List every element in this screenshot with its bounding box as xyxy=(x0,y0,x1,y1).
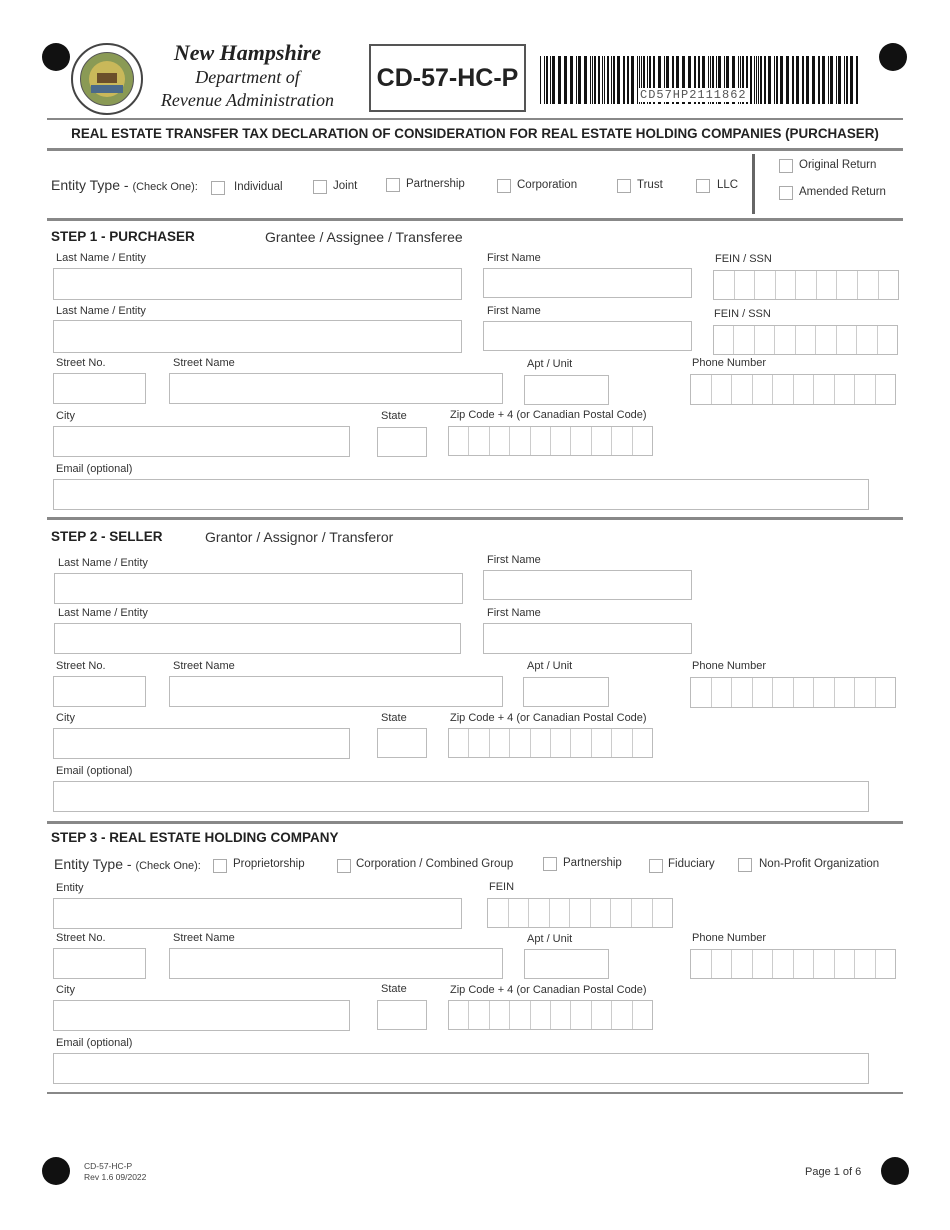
digit-cell[interactable] xyxy=(611,899,632,927)
digit-cell[interactable] xyxy=(571,427,591,455)
label-zip: Zip Code + 4 (or Canadian Postal Code) xyxy=(450,409,647,421)
seller-apt-field[interactable] xyxy=(523,677,609,707)
barcode-bar xyxy=(594,56,596,104)
digit-cell[interactable] xyxy=(712,950,733,978)
digit-cell[interactable] xyxy=(449,729,469,757)
digit-cell[interactable] xyxy=(835,678,856,707)
label-street-no: Street No. xyxy=(56,932,106,944)
seller-city-field[interactable] xyxy=(53,728,350,759)
barcode-bar xyxy=(806,56,809,104)
seller-email-field[interactable] xyxy=(53,781,869,812)
agency-division: Revenue Administration xyxy=(160,90,335,110)
checkbox-corporation[interactable] xyxy=(497,179,511,193)
divider xyxy=(47,1092,903,1094)
digit-cell[interactable] xyxy=(712,375,733,404)
barcode-bar xyxy=(540,56,541,104)
digit-cell[interactable] xyxy=(753,678,774,707)
digit-cell[interactable] xyxy=(551,1001,571,1029)
barcode-bar xyxy=(812,56,815,104)
digit-cell[interactable] xyxy=(632,899,653,927)
registration-dot xyxy=(42,1157,70,1185)
option-llc: LLC xyxy=(717,179,739,191)
checkbox-amended-return[interactable] xyxy=(779,186,793,200)
label-email: Email (optional) xyxy=(56,1037,133,1049)
digit-cell[interactable] xyxy=(570,899,591,927)
label-city: City xyxy=(56,984,75,996)
label-city: City xyxy=(56,712,75,724)
company-apt-field[interactable] xyxy=(524,949,609,979)
label-first-name: First Name xyxy=(487,305,541,317)
digit-cell[interactable] xyxy=(814,678,835,707)
seller1-last-name-field[interactable] xyxy=(54,573,463,604)
digit-cell[interactable] xyxy=(732,375,753,404)
option-non-profit: Non-Profit Organization xyxy=(759,858,880,870)
digit-cell[interactable] xyxy=(469,729,489,757)
seller1-first-name-field[interactable] xyxy=(483,570,692,600)
step2-subheading: Grantor / Assignor / Transferor xyxy=(205,529,394,545)
seller-street-no-field[interactable] xyxy=(53,676,146,707)
barcode-bar xyxy=(796,56,799,104)
step2-heading: STEP 2 - SELLER xyxy=(51,529,163,544)
digit-cell[interactable] xyxy=(835,375,856,404)
company-zip-field[interactable] xyxy=(448,1000,653,1030)
digit-cell[interactable] xyxy=(592,729,612,757)
checkbox-corporation-combined-group[interactable] xyxy=(337,859,351,873)
digit-cell[interactable] xyxy=(509,899,530,927)
digit-cell[interactable] xyxy=(510,729,530,757)
barcode-bar xyxy=(590,56,591,104)
checkbox-joint[interactable] xyxy=(313,180,327,194)
footer-revision: Rev 1.6 09/2022 xyxy=(84,1172,147,1182)
digit-cell[interactable] xyxy=(753,950,774,978)
barcode-bar xyxy=(838,56,841,104)
label-street-no: Street No. xyxy=(56,660,106,672)
checkbox-original-return[interactable] xyxy=(779,159,793,173)
digit-cell[interactable] xyxy=(551,729,571,757)
purchaser-city-field[interactable] xyxy=(53,426,350,457)
digit-cell[interactable] xyxy=(775,326,795,354)
label-first-name: First Name xyxy=(487,554,541,566)
entity-type-label: Entity Type - (Check One): xyxy=(51,177,198,193)
company-fein-field[interactable] xyxy=(487,898,673,928)
label-first-name: First Name xyxy=(487,607,541,619)
digit-cell[interactable] xyxy=(835,950,856,978)
barcode-bar xyxy=(623,56,625,104)
barcode-bar xyxy=(631,56,634,104)
label-phone: Phone Number xyxy=(692,932,766,944)
barcode-bar xyxy=(760,56,762,104)
barcode-bar xyxy=(780,56,783,104)
checkbox-proprietorship[interactable] xyxy=(213,859,227,873)
option-proprietorship: Proprietorship xyxy=(233,858,305,870)
digit-cell[interactable] xyxy=(857,326,877,354)
purchaser1-last-name-field[interactable] xyxy=(53,268,462,300)
barcode-bar xyxy=(818,56,820,104)
checkbox-llc[interactable] xyxy=(696,179,710,193)
option-corporation: Corporation xyxy=(517,179,578,191)
digit-cell[interactable] xyxy=(490,729,510,757)
barcode-bar xyxy=(792,56,794,104)
label-zip: Zip Code + 4 (or Canadian Postal Code) xyxy=(450,984,647,996)
footer-form-id xyxy=(84,1161,146,1183)
seller2-last-name-field[interactable] xyxy=(54,623,461,654)
barcode-number: CD57HP2111862 xyxy=(640,88,747,102)
company-email-field[interactable] xyxy=(53,1053,869,1084)
agency-name: New Hampshire xyxy=(173,40,322,65)
digit-cell[interactable] xyxy=(691,375,712,404)
purchaser-street-no-field[interactable] xyxy=(53,373,146,404)
purchaser-email-field[interactable] xyxy=(53,479,869,510)
checkbox-trust[interactable] xyxy=(617,179,631,193)
barcode-bar xyxy=(830,56,833,104)
form-id: CD-57-HC-P xyxy=(369,44,526,112)
digit-cell[interactable] xyxy=(469,427,489,455)
company-city-field[interactable] xyxy=(53,1000,350,1031)
digit-cell[interactable] xyxy=(714,326,734,354)
option-trust: Trust xyxy=(637,179,663,191)
option-partnership: Partnership xyxy=(406,178,465,190)
label-state: State xyxy=(381,410,407,422)
digit-cell[interactable] xyxy=(469,1001,489,1029)
barcode-bar xyxy=(828,56,829,104)
barcode-bar xyxy=(856,56,858,104)
seller-phone-field[interactable] xyxy=(690,677,896,708)
digit-cell[interactable] xyxy=(712,678,733,707)
digit-cell[interactable] xyxy=(855,375,876,404)
digit-cell[interactable] xyxy=(612,427,632,455)
digit-cell[interactable] xyxy=(449,1001,469,1029)
company-street-name-field[interactable] xyxy=(169,948,503,979)
step1-subheading: Grantee / Assignee / Transferee xyxy=(265,229,463,245)
checkbox-partnership[interactable] xyxy=(386,178,400,192)
digit-cell[interactable] xyxy=(449,427,469,455)
digit-cell[interactable] xyxy=(879,271,899,299)
label-city: City xyxy=(56,410,75,422)
divider xyxy=(752,154,755,214)
option-amended-return: Amended Return xyxy=(799,186,886,198)
digit-cell[interactable] xyxy=(732,950,753,978)
barcode-bar xyxy=(617,56,620,104)
digit-cell[interactable] xyxy=(858,271,879,299)
digit-cell[interactable] xyxy=(753,375,774,404)
digit-cell[interactable] xyxy=(551,427,571,455)
option-partnership: Partnership xyxy=(563,857,622,869)
checkbox-individual[interactable] xyxy=(211,181,225,195)
step1-heading: STEP 1 - PURCHASER xyxy=(51,229,195,244)
purchaser2-fein-ssn-field[interactable] xyxy=(713,325,898,355)
barcode-bar xyxy=(774,56,775,104)
digit-cell[interactable] xyxy=(876,950,896,978)
digit-cell[interactable] xyxy=(531,729,551,757)
purchaser1-first-name-field[interactable] xyxy=(483,268,692,298)
label-phone: Phone Number xyxy=(692,357,766,369)
company-state-field[interactable] xyxy=(377,1000,427,1030)
label-last-name: Last Name / Entity xyxy=(58,557,148,569)
form-title: REAL ESTATE TRANSFER TAX DECLARATION OF CONSIDERATION FOR REAL ESTATE HOLDING COMPANIES (PURCHASER) xyxy=(71,126,879,141)
digit-cell[interactable] xyxy=(612,1001,632,1029)
digit-cell[interactable] xyxy=(735,271,756,299)
option-joint: Joint xyxy=(333,180,358,192)
digit-cell[interactable] xyxy=(571,1001,591,1029)
barcode-bar xyxy=(611,56,612,104)
label-state: State xyxy=(381,983,407,995)
page-number: Page 1 of 6 xyxy=(805,1166,862,1178)
digit-cell[interactable] xyxy=(591,899,612,927)
digit-cell[interactable] xyxy=(633,1001,652,1029)
label-fein-ssn: FEIN / SSN xyxy=(714,308,771,320)
label-street-name: Street Name xyxy=(173,357,235,369)
barcode-bar xyxy=(602,56,603,104)
barcode-bar xyxy=(613,56,615,104)
registration-dot xyxy=(42,43,70,71)
digit-cell[interactable] xyxy=(488,899,509,927)
barcode-bar xyxy=(604,56,605,104)
digit-cell[interactable] xyxy=(855,950,876,978)
digit-cell[interactable] xyxy=(592,427,612,455)
barcode-bar xyxy=(786,56,789,104)
barcode-bar xyxy=(627,56,629,104)
digit-cell[interactable] xyxy=(796,326,816,354)
digit-cell[interactable] xyxy=(633,427,652,455)
digit-cell[interactable] xyxy=(755,326,775,354)
label-zip: Zip Code + 4 (or Canadian Postal Code) xyxy=(450,712,647,724)
digit-cell[interactable] xyxy=(773,950,794,978)
barcode-bar xyxy=(754,56,755,104)
divider xyxy=(47,148,903,151)
seller-street-name-field[interactable] xyxy=(169,676,503,707)
digit-cell[interactable] xyxy=(876,375,896,404)
registration-dot xyxy=(881,1157,909,1185)
digit-cell[interactable] xyxy=(510,427,530,455)
barcode-bar xyxy=(756,56,757,104)
digit-cell[interactable] xyxy=(773,375,794,404)
digit-cell[interactable] xyxy=(855,678,876,707)
seller-state-field[interactable] xyxy=(377,728,427,758)
barcode-bar xyxy=(550,56,551,104)
barcode-bar xyxy=(764,56,766,104)
digit-cell[interactable] xyxy=(691,950,712,978)
digit-cell[interactable] xyxy=(592,1001,612,1029)
digit-cell[interactable] xyxy=(612,729,632,757)
barcode-bar xyxy=(758,56,759,104)
barcode-bar xyxy=(844,56,845,104)
digit-cell[interactable] xyxy=(817,271,838,299)
digit-cell[interactable] xyxy=(794,375,815,404)
divider xyxy=(47,821,903,824)
label-fein: FEIN xyxy=(489,881,515,893)
barcode-bar xyxy=(564,56,567,104)
agency-dept: Department of xyxy=(195,67,300,87)
barcode-bar xyxy=(607,56,609,104)
checkbox-fiduciary[interactable] xyxy=(649,859,663,873)
barcode-bar xyxy=(570,56,573,104)
barcode-bar xyxy=(776,56,778,104)
purchaser-phone-field[interactable] xyxy=(690,374,896,405)
checkbox-partnership[interactable] xyxy=(543,857,557,871)
digit-cell[interactable] xyxy=(490,1001,510,1029)
option-corporation-combined-group: Corporation / Combined Group xyxy=(356,858,514,870)
digit-cell[interactable] xyxy=(776,271,797,299)
company-entity-field[interactable] xyxy=(53,898,462,929)
option-fiduciary: Fiduciary xyxy=(668,858,715,870)
digit-cell[interactable] xyxy=(653,899,673,927)
company-street-no-field[interactable] xyxy=(53,948,146,979)
barcode-bar xyxy=(822,56,825,104)
label-apt-unit: Apt / Unit xyxy=(527,358,573,370)
label-last-name: Last Name / Entity xyxy=(56,252,146,264)
entity-type-label: Entity Type - (Check One): xyxy=(54,856,201,872)
digit-cell[interactable] xyxy=(816,326,836,354)
barcode-bar xyxy=(850,56,853,104)
digit-cell[interactable] xyxy=(510,1001,530,1029)
state-seal-icon xyxy=(71,43,143,115)
step3-heading: STEP 3 - REAL ESTATE HOLDING COMPANY xyxy=(51,830,339,845)
label-first-name: First Name xyxy=(487,252,541,264)
seller-zip-field[interactable] xyxy=(448,728,653,758)
barcode-bar xyxy=(836,56,837,104)
purchaser-apt-field[interactable] xyxy=(524,375,609,405)
label-email: Email (optional) xyxy=(56,463,133,475)
seller2-first-name-field[interactable] xyxy=(483,623,692,654)
label-last-name: Last Name / Entity xyxy=(58,607,148,619)
purchaser-zip-field[interactable] xyxy=(448,426,653,456)
digit-cell[interactable] xyxy=(531,427,551,455)
barcode-bar xyxy=(552,56,555,104)
digit-cell[interactable] xyxy=(691,678,712,707)
purchaser-street-name-field[interactable] xyxy=(169,373,503,404)
label-street-name: Street Name xyxy=(173,932,235,944)
digit-cell[interactable] xyxy=(837,326,857,354)
barcode-bar xyxy=(576,56,577,104)
barcode-bar xyxy=(558,56,561,104)
label-apt-unit: Apt / Unit xyxy=(527,660,573,672)
digit-cell[interactable] xyxy=(878,326,897,354)
checkbox-non-profit[interactable] xyxy=(738,858,752,872)
digit-cell[interactable] xyxy=(531,1001,551,1029)
purchaser-state-field[interactable] xyxy=(377,427,427,457)
digit-cell[interactable] xyxy=(714,271,735,299)
divider xyxy=(47,517,903,520)
digit-cell[interactable] xyxy=(734,326,754,354)
digit-cell[interactable] xyxy=(814,375,835,404)
divider xyxy=(47,218,903,221)
label-email: Email (optional) xyxy=(56,765,133,777)
barcode-bar xyxy=(768,56,771,104)
digit-cell[interactable] xyxy=(796,271,817,299)
barcode-bar xyxy=(846,56,848,104)
label-street-no: Street No. xyxy=(56,357,106,369)
label-state: State xyxy=(381,712,407,724)
barcode-bar xyxy=(546,56,548,104)
digit-cell[interactable] xyxy=(755,271,776,299)
digit-cell[interactable] xyxy=(732,678,753,707)
digit-cell[interactable] xyxy=(550,899,571,927)
company-phone-field[interactable] xyxy=(690,949,896,979)
divider xyxy=(47,118,903,120)
purchaser1-fein-ssn-field[interactable] xyxy=(713,270,899,300)
label-apt-unit: Apt / Unit xyxy=(527,933,573,945)
purchaser2-first-name-field[interactable] xyxy=(483,321,692,351)
digit-cell[interactable] xyxy=(529,899,550,927)
barcode-bar xyxy=(578,56,581,104)
registration-dot xyxy=(879,43,907,71)
digit-cell[interactable] xyxy=(814,950,835,978)
digit-cell[interactable] xyxy=(794,678,815,707)
barcode-bar xyxy=(598,56,600,104)
barcode-bar xyxy=(544,56,545,104)
purchaser2-last-name-field[interactable] xyxy=(53,320,462,353)
label-last-name: Last Name / Entity xyxy=(56,305,146,317)
label-phone: Phone Number xyxy=(692,660,766,672)
digit-cell[interactable] xyxy=(794,950,815,978)
barcode-bar xyxy=(802,56,804,104)
option-original-return: Original Return xyxy=(799,159,877,171)
label-fein-ssn: FEIN / SSN xyxy=(715,253,772,265)
option-individual: Individual xyxy=(234,181,283,193)
digit-cell[interactable] xyxy=(837,271,858,299)
digit-cell[interactable] xyxy=(876,678,896,707)
footer-form-id-text: CD-57-HC-P xyxy=(84,1161,133,1171)
barcode-bar xyxy=(592,56,593,104)
label-entity: Entity xyxy=(56,882,84,894)
digit-cell[interactable] xyxy=(633,729,652,757)
digit-cell[interactable] xyxy=(571,729,591,757)
digit-cell[interactable] xyxy=(490,427,510,455)
barcode-bar xyxy=(584,56,587,104)
label-street-name: Street Name xyxy=(173,660,235,672)
digit-cell[interactable] xyxy=(773,678,794,707)
barcode-bar xyxy=(750,56,752,104)
